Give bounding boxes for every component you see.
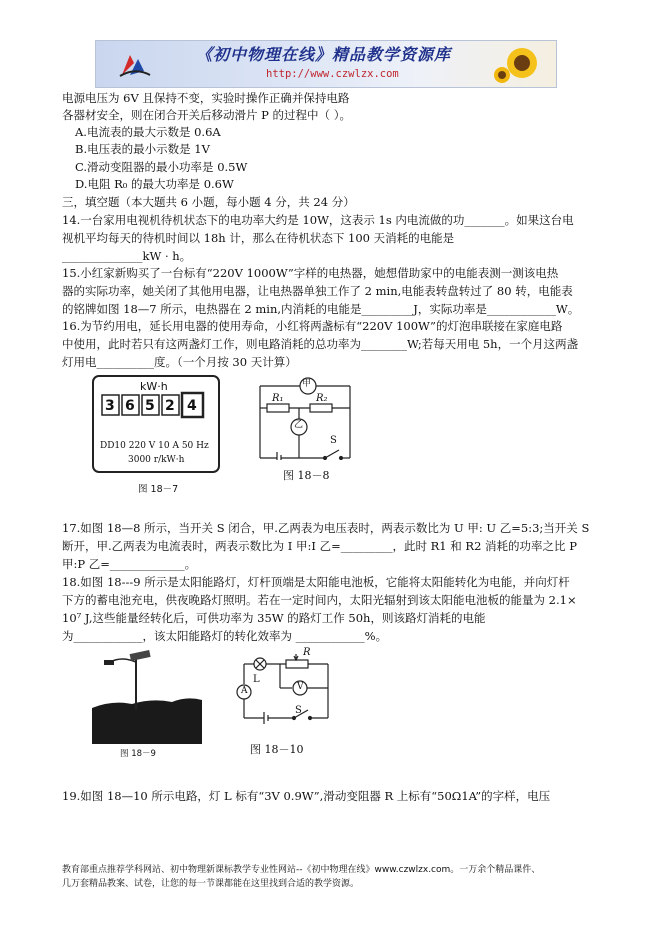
q15-line: 的铭牌如图 18—7 所示，电热器在 2 min,内消耗的电能是_________J，实际功率是____________W。: [62, 302, 580, 316]
site-logo-icon: [118, 49, 152, 79]
meter-spec: DD10 220 V 10 A 50 Hz: [100, 441, 209, 451]
header-banner: [95, 40, 557, 88]
meter-digit: 6: [125, 398, 135, 414]
switch-label: S: [330, 435, 337, 446]
meter-digit: 2: [165, 398, 175, 414]
switch-label: S: [295, 705, 302, 716]
q14-line: 14.一台家用电视机待机状态下的电功率大约是 10W，这表示 1s 内电流做的功_______。如果这台电: [62, 213, 574, 227]
text-line: 电源电压为 6V 且保持不变，实验时操作正确并保持电路: [62, 91, 350, 105]
voltmeter-label: V: [297, 682, 304, 692]
figure-caption: 图 18－7: [138, 484, 179, 495]
q18-line: 18.如图 18---9 所示是太阳能路灯，灯杆顶端是太阳能电池板，它能将太阳能转化为电能，并向灯杆: [62, 575, 570, 589]
meter-rate: 3000 r/kW·h: [128, 455, 185, 465]
figure-caption: 图 18－9: [120, 749, 156, 759]
option-a: A.电流表的最大示数是 0.6A: [75, 125, 221, 139]
footer-line: 几万套精品教案、试卷，让您的每一节课都能在这里找到合适的教学资源。: [62, 879, 360, 889]
q14-line: ______________kW · h。: [62, 249, 192, 263]
q14-line: 视机平均每天的待机时间以 18h 计，那么在待机状态下 100 天消耗的电能是: [62, 231, 455, 245]
q18-line: 为____________，该太阳能路灯的转化效率为 ____________%。: [62, 629, 388, 643]
ammeter-label: A: [241, 686, 248, 696]
rheostat-label: R: [303, 647, 311, 658]
q17-line: 甲:P 乙=_____________。: [62, 557, 197, 571]
sunflower-icon: [494, 43, 550, 85]
meter-digit: 4: [187, 398, 197, 414]
figure-caption: 图 18－10: [250, 743, 304, 756]
option-c: C.滑动变阻器的最小功率是 0.5W: [75, 160, 248, 174]
r2-label: R₂: [316, 393, 328, 404]
figure-18-9-photo: [92, 648, 202, 744]
meter-digit: 3: [105, 398, 115, 414]
footer-line: 教育部重点推荐学科网站、初中物理新课标教学专业性网站--《初中物理在线》www.czwlzx.com。一万余个精品课件、: [62, 865, 541, 875]
r1-label: R₁: [272, 393, 284, 404]
text-line: 各器材安全，则在闭合开关后移动滑片 P 的过程中（ ）。: [62, 108, 351, 122]
banner-url[interactable]: http://www.czwlzx.com: [266, 68, 399, 80]
figure-caption: 图 18－8: [283, 469, 330, 482]
q16-line: 中使用，此时若只有这两盏灯工作，则电路消耗的总功率为________W;若每天用电 5h，一个月这两盏: [62, 337, 579, 351]
q18-line: 下方的蓄电池充电，供夜晚路灯照明。若在一定时间内，太阳光辐射到该太阳能电池板的能量为 2.1×: [62, 593, 577, 607]
q16-line: 16.为节约用电，延长用电器的使用寿命，小红将两盏标有“220V 100W”的灯泡串联接在家庭电路: [62, 319, 563, 333]
q16-line: 灯用电__________度。（一个月按 30 天计算）: [62, 355, 297, 369]
q15-line: 15.小红家新购买了一台标有“220V 1000W”字样的电热器，她想借助家中的电能表测一测该电热: [62, 266, 559, 280]
q17-line: 17.如图 18—8 所示，当开关 S 闭合，甲.乙两表为电压表时，两表示数比为 U 甲: U 乙=5:3;当开关 S: [62, 521, 590, 535]
lamp-label: L: [253, 674, 260, 685]
meter-digit: 5: [145, 398, 155, 414]
q18-line: 10⁷ J,这些能量经转化后，可供功率为 35W 的路灯工作 50h，则该路灯消耗的电能: [62, 611, 486, 625]
option-d: D.电阻 R₀ 的最大功率是 0.6W: [75, 177, 234, 191]
q17-line: 断开，甲.乙两表为电流表时，两表示数比为 I 甲:I 乙=_________，此时 R1 和 R2 消耗的功率之比 P: [62, 539, 577, 553]
q19-line: 19.如图 18—10 所示电路，灯 L 标有“3V 0.9W”,滑动变阻器 R 上标有“50Ω1A”的字样，电压: [62, 789, 551, 803]
meter-yi-label: 乙: [294, 420, 304, 430]
meter-unit: kW·h: [140, 380, 168, 393]
option-b: B.电压表的最小示数是 1V: [75, 142, 210, 156]
section-heading: 三，填空题（本大题共 6 小题，每小题 4 分，共 24 分）: [62, 195, 355, 209]
meter-jia-label: 甲: [302, 379, 312, 389]
q15-line: 器的实际功率，她关闭了其他用电器，让电热器单独工作了 2 min,电能表转盘转过了 80 转，电能表: [62, 284, 573, 298]
banner-title: 《初中物理在线》精品教学资源库: [196, 45, 452, 64]
